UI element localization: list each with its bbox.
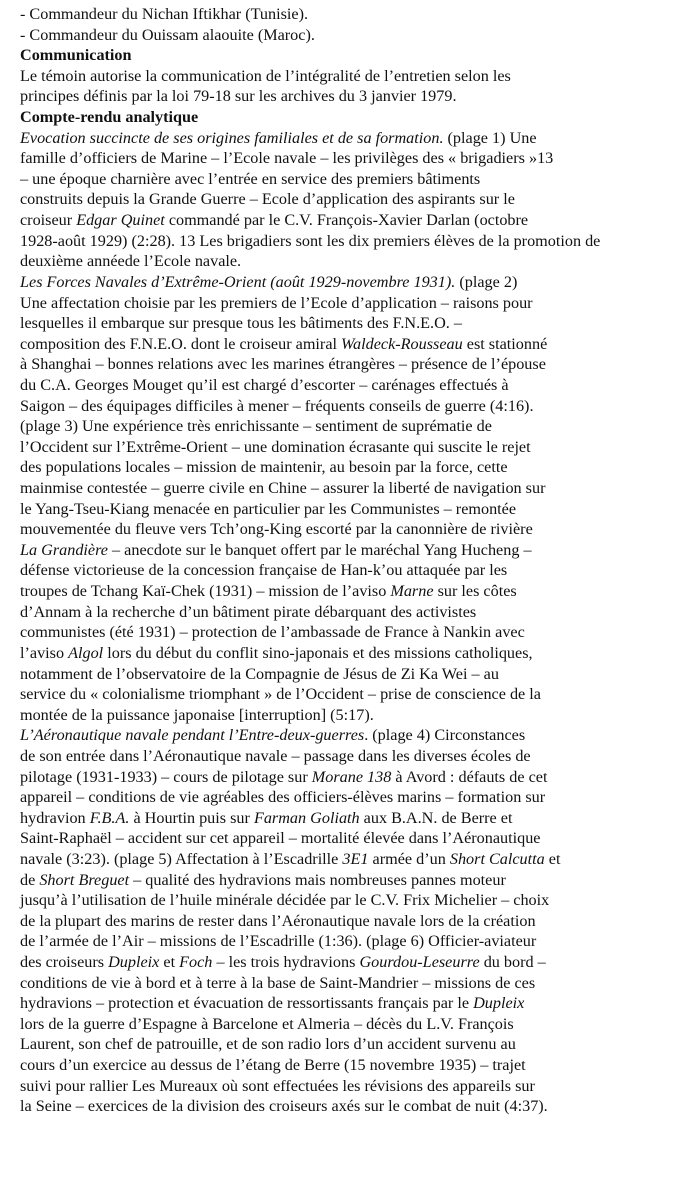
summary-text-line: de son entrée dans l’Aéronautique navale – passage dans les diverses écoles de xyxy=(20,746,531,765)
summary-text-line: L’Aéronautique navale pendant l’Entre-deux-guerres. (plage 4) Circonstances xyxy=(20,726,526,745)
summary-text-line: l’Occident sur l’Extrême-Orient – une domination écrasante qui suscite le rejet xyxy=(20,437,531,456)
summary-text-line: famille d’officiers de Marine – l’Ecole navale – les privilèges des « brigadiers »13 xyxy=(20,149,554,168)
summary-text-line: d’Annam à la recherche d’un bâtiment pirate débarquant des activistes xyxy=(20,602,477,621)
italic-title: Les Forces Navales d’Extrême-Orient (août 1929-novembre 1931). xyxy=(20,272,456,291)
decoration-item: - Commandeur du Nichan Iftikhar (Tunisie). xyxy=(20,5,309,23)
summary-text-line: de Short Breguet – qualité des hydravions mais nombreuses pannes moteur xyxy=(20,870,506,889)
summary-text-line: communistes (été 1931) – protection de l’ambassade de France à Nankin avec xyxy=(20,623,525,642)
italic-title: La Grandière xyxy=(20,540,108,559)
summary-text-line: à Shanghai – bonnes relations avec les marines étrangères – présence de l’épouse xyxy=(20,355,546,374)
summary-text-line: construits depuis la Grande Guerre – Ecole d’application des aspirants sur le xyxy=(20,190,515,209)
summary-text-line: croiseur Edgar Quinet commandé par le C.V. François-Xavier Darlan (octobre xyxy=(20,211,529,230)
italic-title: Marne xyxy=(390,582,434,601)
summary-text-line: troupes de Tchang Kaï-Chek (1931) – mission de l’aviso Marne sur les côtes xyxy=(20,582,517,601)
summary-text-line: service du « colonialisme triomphant » de l’Occident – prise de conscience de la xyxy=(20,685,541,704)
summary-text-line: hydravion F.B.A. à Hourtin puis sur Farman Goliath aux B.A.N. de Berre et xyxy=(20,808,513,827)
summary-text-line: composition des F.N.E.O. dont le croiseur amiral Waldeck-Rousseau est stationné xyxy=(20,334,548,353)
summary-text-line: le Yang-Tseu-Kiang menacée en particulier par les Communistes – remontée xyxy=(20,499,517,518)
italic-title: Dupleix xyxy=(108,953,160,972)
summary-text-line: des populations locales – mission de maintenir, au besoin par la force, cette xyxy=(20,458,508,477)
decoration-item: - Commandeur du Ouissam alaouite (Maroc). xyxy=(20,25,315,44)
summary-text-line: Laurent, son chef de patrouille, et de son radio lors d’un accident survenu au xyxy=(20,1035,516,1054)
italic-title: F.B.A. xyxy=(89,808,130,827)
italic-title: 3E1 xyxy=(342,849,369,868)
italic-title: Evocation succincte de ses origines familiales et de sa formation. xyxy=(20,128,444,147)
summary-text-line: Evocation succincte de ses origines familiales et de sa formation. (plage 1) Une xyxy=(20,128,537,147)
summary-text-line: appareil – conditions de vie agréables des officiers-élèves marins – formation sur xyxy=(20,788,546,807)
summary-text-line: l’aviso Algol lors du début du conflit sino-japonais et des missions catholiques, xyxy=(20,643,533,662)
italic-title: Dupleix xyxy=(473,994,525,1013)
summary-text-line: hydravions – protection et évacuation de ressortissants français par le Dupleix xyxy=(20,994,525,1013)
italic-title: Algol xyxy=(68,643,104,662)
summary-text-line: conditions de vie à bord et à terre à la base de Saint-Mandrier – missions de ces xyxy=(20,973,536,992)
summary-text-line: des croiseurs Dupleix et Foch – les trois hydravions Gourdou-Leseurre du bord – xyxy=(20,953,546,972)
summary-text-line: cours d’un exercice au dessus de l’étang de Berre (15 novembre 1935) – trajet xyxy=(20,1056,526,1075)
summary-text-line: lors de la guerre d’Espagne à Barcelone et Almeria – décès du L.V. François xyxy=(20,1014,514,1033)
italic-title: Waldeck-Rousseau xyxy=(341,334,463,353)
summary-text-line: La Grandière – anecdote sur le banquet offert par le maréchal Yang Hucheng – xyxy=(20,540,532,559)
italic-title: Farman Goliath xyxy=(253,808,360,827)
summary-text-line: défense victorieuse de la concession française de Han-k’ou attaquée par les xyxy=(20,561,508,580)
summary-text-line: Une affectation choisie par les premiers de l’Ecole d’application – raisons pour xyxy=(20,293,533,312)
italic-title: Gourdou-Leseurre xyxy=(359,953,480,972)
italic-title: Morane 138 xyxy=(311,767,392,786)
summary-text-line: de l’armée de l’Air – missions de l’Escadrille (1:36). (plage 6) Officier-aviateur xyxy=(20,932,537,951)
document-page xyxy=(20,4,670,1117)
summary-text-line: Saint-Raphaël – accident sur cet appareil – mortalité élevée dans l’Aéronautique xyxy=(20,829,541,848)
summary-text-line: la Seine – exercices de la division des croiseurs axés sur le combat de nuit (4:37). xyxy=(20,1097,548,1116)
summary-text-line: Saigon – des équipages difficiles à mener – fréquents conseils de guerre (4:16). xyxy=(20,396,534,415)
summary-text-line: montée de la puissance japonaise [interruption] (5:17). xyxy=(20,705,374,724)
summary-text-line: 1928-août 1929) (2:28). 13 Les brigadiers sont les dix premiers élèves de la promotion de xyxy=(20,231,601,250)
compte-rendu-body xyxy=(20,128,670,1117)
summary-text-line: – une époque charnière avec l’entrée en service des premiers bâtiments xyxy=(20,169,481,188)
italic-title: Short Calcutta xyxy=(449,849,545,868)
summary-text-line: suivi pour rallier Les Mureaux où sont effectuées les révisions des appareils sur xyxy=(20,1076,535,1095)
communication-text-line: principes définis par la loi 79-18 sur les archives du 3 janvier 1979. xyxy=(20,87,457,106)
summary-text-line: deuxième annéede l’Ecole navale. xyxy=(20,252,242,271)
summary-text-line: de la plupart des marins de rester dans l’Aéronautique navale lors de la création xyxy=(20,911,536,930)
communication-text-line: Le témoin autorise la communication de l’intégralité de l’entretien selon les xyxy=(20,66,511,85)
summary-text-line: du C.A. Georges Mouget qu’il est chargé d’escorter – carénages effectués à xyxy=(20,375,509,394)
italic-title: Foch xyxy=(179,953,213,972)
section-heading-communication: Communication xyxy=(20,46,132,65)
summary-text-line: Les Forces Navales d’Extrême-Orient (août 1929-novembre 1931). (plage 2) xyxy=(20,272,518,291)
summary-text-line: navale (3:23). (plage 5) Affectation à l’Escadrille 3E1 armée d’un Short Calcutta et xyxy=(20,849,561,868)
summary-text-line: lesquelles il embarque sur presque tous les bâtiments des F.N.E.O. – xyxy=(20,314,462,333)
italic-title: L’Aéronautique navale pendant l’Entre-deux-guerres xyxy=(20,726,365,745)
summary-text-line: jusqu’à l’utilisation de l’huile minérale décidée par le C.V. Frix Michelier – choix xyxy=(20,891,550,910)
italic-title: Short Breguet xyxy=(39,870,130,889)
summary-text-line: mainmise contestée – guerre civile en Chine – assurer la liberté de navigation sur xyxy=(20,479,546,498)
summary-text-line: pilotage (1931-1933) – cours de pilotage sur Morane 138 à Avord : défauts de cet xyxy=(20,767,548,786)
summary-text-line: mouvementée du fleuve vers Tch’ong-King escorté par la canonnière de rivière xyxy=(20,520,533,539)
summary-text-line: (plage 3) Une expérience très enrichissante – sentiment de suprématie de xyxy=(20,417,492,436)
summary-text-line: notamment de l’observatoire de la Compagnie de Jésus de Zi Ka Wei – au xyxy=(20,664,499,683)
italic-title: Edgar Quinet xyxy=(76,211,165,230)
section-heading-compte-rendu: Compte-rendu analytique xyxy=(20,108,199,127)
